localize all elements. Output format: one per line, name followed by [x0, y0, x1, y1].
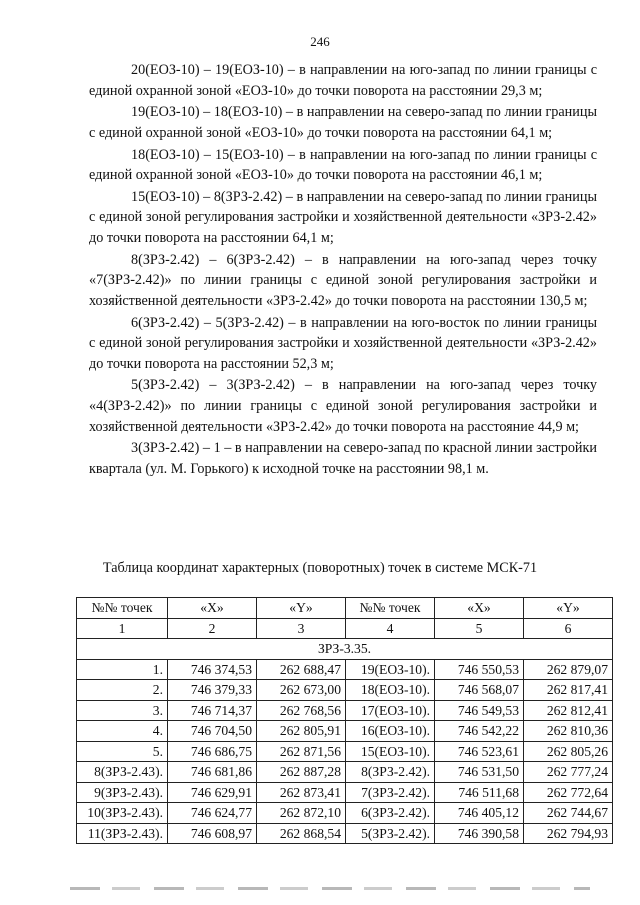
table-cell: 19(ЕОЗ-10).	[346, 659, 435, 680]
table-cell: 746 686,75	[168, 741, 257, 762]
table-cell: 262 805,26	[524, 741, 613, 762]
table-cell: 262 805,91	[257, 721, 346, 742]
table-row	[77, 823, 613, 844]
table-cell: 746 629,91	[168, 782, 257, 803]
table-cell: 262 794,93	[524, 823, 613, 844]
table-cell: 262 872,10	[257, 803, 346, 824]
table-body	[77, 659, 613, 844]
table-cell: 262 744,67	[524, 803, 613, 824]
column-number-cell: 2	[168, 618, 257, 639]
table-cell: 3.	[77, 700, 168, 721]
table-cell: 746 681,86	[168, 762, 257, 783]
paragraph: 15(ЕОЗ-10) – 8(ЗРЗ-2.42) – в направлении на северо-запад по линии границы с единой зоной регулирования застройки и хозяйственной деятельности «ЗРЗ-2.42» до точки поворота на расстоянии 64,1 м;	[89, 188, 597, 247]
paragraph: 19(ЕОЗ-10) – 18(ЕОЗ-10) – в направлении на северо-запад по линии границы с единой охранной зоной «ЕОЗ-10» до точки поворота на расстоянии 64,1 м;	[89, 104, 597, 141]
table-cell: 6(ЗРЗ-2.42).	[346, 803, 435, 824]
table-cell: 746 511,68	[435, 782, 524, 803]
table-cell: 8(ЗРЗ-2.42).	[346, 762, 435, 783]
header-cell: №№ точек	[77, 598, 168, 619]
column-number-cell: 5	[435, 618, 524, 639]
table-caption: Таблица координат характерных (поворотных) точек в системе МСК-71	[102, 560, 538, 576]
scan-artifact	[70, 887, 590, 890]
column-number-row	[77, 618, 613, 639]
table-cell: 746 550,53	[435, 659, 524, 680]
table-row	[77, 782, 613, 803]
table-cell: 746 531,50	[435, 762, 524, 783]
header-cell: «Y»	[257, 598, 346, 619]
table-cell: 16(ЕОЗ-10).	[346, 721, 435, 742]
group-row	[77, 639, 613, 660]
table-cell: 262 873,41	[257, 782, 346, 803]
table-cell: 262 777,24	[524, 762, 613, 783]
header-cell: «X»	[168, 598, 257, 619]
header-cell: №№ точек	[346, 598, 435, 619]
table-cell: 746 714,37	[168, 700, 257, 721]
table-cell: 746 704,50	[168, 721, 257, 742]
group-label: ЗРЗ-3.35.	[77, 639, 613, 660]
paragraph: 5(ЗРЗ-2.42) – 3(ЗРЗ-2.42) – в направлении на юго-запад через точку «4(ЗРЗ-2.42)» по линии границы с единой зоной регулирования застройки и хозяйственной деятельности «ЗРЗ-2.42» до точки поворота на расстояние 44,9 м;	[89, 377, 597, 435]
table-cell: 8(ЗРЗ-2.43).	[77, 762, 168, 783]
page-number: 246	[310, 34, 330, 49]
column-number-cell: 6	[524, 618, 613, 639]
table-cell: 262 868,54	[257, 823, 346, 844]
column-number-cell: 4	[346, 618, 435, 639]
table-cell: 262 812,41	[524, 700, 613, 721]
table-row	[77, 762, 613, 783]
table-cell: 746 608,97	[168, 823, 257, 844]
table-cell: 262 817,41	[524, 680, 613, 701]
table-cell: 746 523,61	[435, 741, 524, 762]
table-cell: 746 542,22	[435, 721, 524, 742]
table-cell: 746 549,53	[435, 700, 524, 721]
table-cell: 262 810,36	[524, 721, 613, 742]
table-cell: 18(ЕОЗ-10).	[346, 680, 435, 701]
table-cell: 262 673,00	[257, 680, 346, 701]
table-row	[77, 803, 613, 824]
header-cell: «X»	[435, 598, 524, 619]
table-cell: 4.	[77, 721, 168, 742]
table-cell: 17(ЕОЗ-10).	[346, 700, 435, 721]
paragraph: 3(ЗРЗ-2.42) – 1 – в направлении на северо-запад по красной линии застройки квартала (ул. М. Горького) к исходной точке на расстоянии 98,1 м.	[89, 440, 597, 477]
table-cell: 2.	[77, 680, 168, 701]
table-row	[77, 659, 613, 680]
table-cell: 262 887,28	[257, 762, 346, 783]
table-cell: 746 374,53	[168, 659, 257, 680]
table-cell: 15(ЕОЗ-10).	[346, 741, 435, 762]
body-text	[89, 60, 597, 481]
coordinates-table	[76, 597, 613, 844]
table-cell: 746 379,33	[168, 680, 257, 701]
paragraph: 6(ЗРЗ-2.42) – 5(ЗРЗ-2.42) – в направлении на юго-восток по линии границы с единой зоной регулирования застройки и хозяйственной деятельности «ЗРЗ-2.42» до точки поворота на расстоянии 52,3 м;	[89, 314, 597, 372]
table-cell: 10(ЗРЗ-2.43).	[77, 803, 168, 824]
table-cell: 11(ЗРЗ-2.43).	[77, 823, 168, 844]
table-row	[77, 741, 613, 762]
table-cell: 9(ЗРЗ-2.43).	[77, 782, 168, 803]
table-cell: 262 871,56	[257, 741, 346, 762]
table-cell: 262 879,07	[524, 659, 613, 680]
table-cell: 262 688,47	[257, 659, 346, 680]
table-row	[77, 700, 613, 721]
table-row	[77, 721, 613, 742]
table-header-row	[77, 598, 613, 619]
table-cell: 262 768,56	[257, 700, 346, 721]
paragraph: 18(ЕОЗ-10) – 15(ЕОЗ-10) – в направлении на юго-запад по линии границы с единой охранной зоной «ЕОЗ-10» до точки поворота на расстоянии 46,1 м;	[89, 146, 597, 184]
table-row	[77, 680, 613, 701]
table-cell: 746 405,12	[435, 803, 524, 824]
table-cell: 746 390,58	[435, 823, 524, 844]
column-number-cell: 1	[77, 618, 168, 639]
paragraph: 8(ЗРЗ-2.42) – 6(ЗРЗ-2.42) – в направлении на юго-запад через точку «7(ЗРЗ-2.42)» по линии границы с единой зоной регулирования застройки и хозяйственной деятельности «ЗРЗ-2.42» до точки поворота на расстоянии 130,5 м;	[89, 251, 597, 309]
table-cell: 5.	[77, 741, 168, 762]
paragraph: 20(ЕОЗ-10) – 19(ЕОЗ-10) – в направлении на юго-запад по линии границы с единой охранной зоной «ЕОЗ-10» до точки поворота на расстоянии 29,3 м;	[89, 62, 597, 99]
header-cell: «Y»	[524, 598, 613, 619]
column-number-cell: 3	[257, 618, 346, 639]
table-cell: 1.	[77, 659, 168, 680]
table-cell: 7(ЗРЗ-2.42).	[346, 782, 435, 803]
table-cell: 262 772,64	[524, 782, 613, 803]
table-cell: 746 568,07	[435, 680, 524, 701]
table-cell: 746 624,77	[168, 803, 257, 824]
table-cell: 5(ЗРЗ-2.42).	[346, 823, 435, 844]
